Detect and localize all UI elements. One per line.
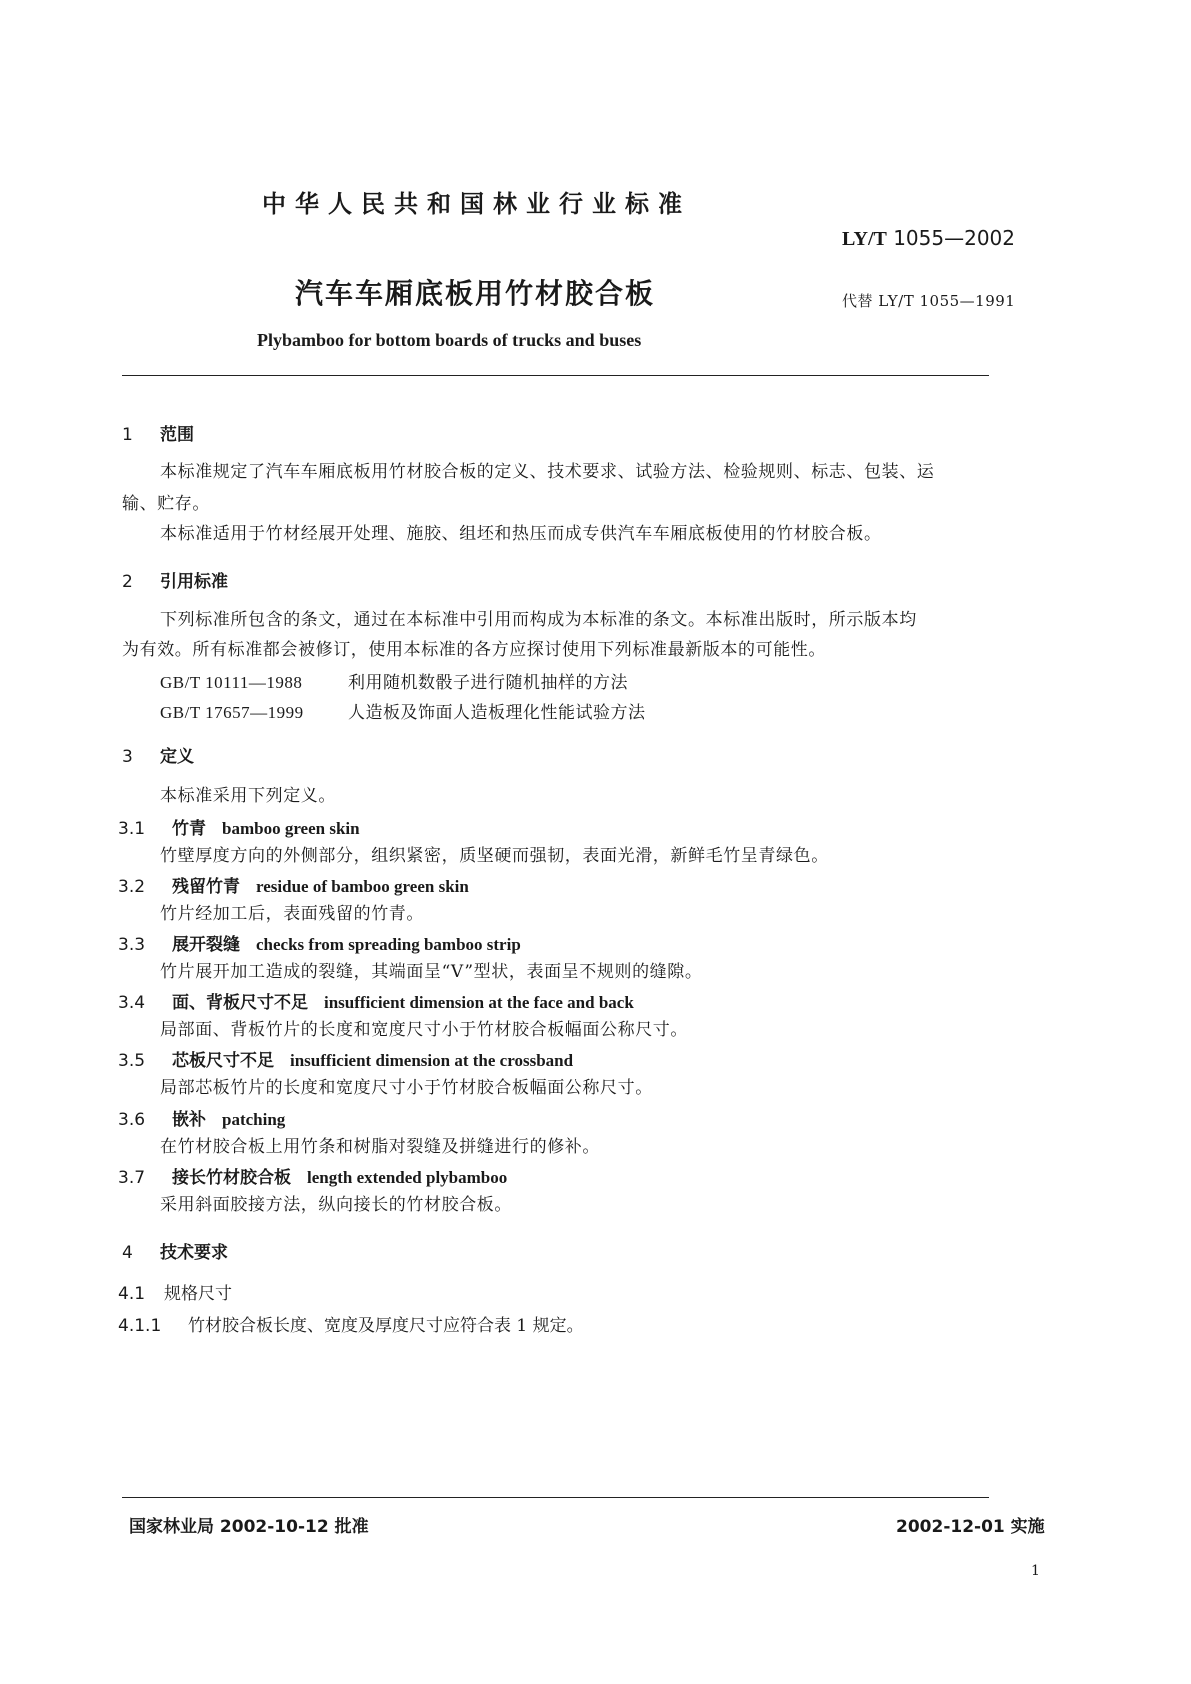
definition-term-zh: 残留竹青 [172,877,240,897]
definition-number: 3.5 [118,1051,146,1071]
standard-code-prefix: LY/T [842,228,887,250]
header-divider [122,375,989,376]
section-2-para-line-2: 为有效。所有标准都会被修订，使用本标准的各方应探讨使用下列标准最新版本的可能性。 [122,640,826,660]
definition-heading [118,872,469,897]
definition-term-zh: 嵌补 [172,1110,206,1130]
definition-term-zh: 面、背板尺寸不足 [172,993,308,1013]
definition-term-zh: 接长竹材胶合板 [172,1168,291,1188]
definition-text: 竹片展开加工造成的裂缝，其端面呈“V”型状，表面呈不规则的缝隙。 [160,962,703,982]
definition-text: 竹片经加工后，表面残留的竹青。 [160,904,424,924]
section-number: 2 [122,572,133,592]
replaces-standard: 代替 LY/T 1055—1991 [842,292,1016,310]
definition-term-en: patching [222,1110,286,1129]
clause-text: 竹材胶合板长度、宽度及厚度尺寸应符合表 1 规定。 [188,1316,584,1336]
reference-code: GB/T 17657—1999 [160,703,304,722]
section-1-para-1-line-1: 本标准规定了汽车车厢底板用竹材胶合板的定义、技术要求、试验方法、检验规则、标志、包装、运 [160,462,935,482]
definition-term-en: length extended plybamboo [307,1168,508,1187]
definition-text: 局部芯板竹片的长度和宽度尺寸小于竹材胶合板幅面公称尺寸。 [160,1078,653,1098]
reference-title: 人造板及饰面人造板理化性能试验方法 [348,703,646,723]
section-number: 3 [122,747,133,767]
section-title: 技术要求 [160,1243,228,1263]
page-number: 1 [1031,1563,1040,1579]
definition-number: 3.4 [118,993,146,1013]
definition-term-zh: 芯板尺寸不足 [172,1051,274,1071]
definition-number: 3.6 [118,1110,146,1130]
definition-number: 3.7 [118,1168,146,1188]
section-3-heading [122,742,194,767]
definition-term-en: residue of bamboo green skin [256,877,469,896]
approval-date: 国家林业局 2002-10-12 批准 [129,1517,369,1537]
definition-number: 3.3 [118,935,146,955]
document-subtitle-english: Plybamboo for bottom boards of trucks and buses [257,330,642,350]
document-title: 汽车车厢底板用竹材胶合板 [295,277,656,310]
org-title: 中华人民共和国林业行业标准 [262,190,691,218]
definition-heading [118,1105,285,1130]
reference-title: 利用随机数骰子进行随机抽样的方法 [348,673,628,693]
effective-date: 2002-12-01 实施 [896,1517,1045,1537]
definition-number: 3.2 [118,877,146,897]
subsection-number: 4.1 [118,1284,146,1304]
definition-text: 采用斜面胶接方法，纵向接长的竹材胶合板。 [160,1195,512,1215]
clause-4-1-1 [118,1311,584,1336]
section-3-intro: 本标准采用下列定义。 [160,786,336,806]
reference-code: GB/T 10111—1988 [160,673,303,692]
reference-standard [160,668,628,693]
section-4-heading [122,1238,228,1263]
section-title: 引用标准 [160,572,228,592]
standard-code [842,226,1015,251]
clause-number: 4.1.1 [118,1316,162,1336]
section-2-heading [122,567,228,592]
subsection-title: 规格尺寸 [164,1284,232,1304]
definition-term-zh: 竹青 [172,819,206,839]
subsection-4-1-heading [118,1279,232,1304]
reference-standard [160,698,646,723]
footer-divider [122,1497,989,1498]
section-number: 4 [122,1243,133,1263]
section-title: 定义 [160,747,194,767]
section-title: 范围 [160,425,194,445]
definition-heading [118,1046,573,1071]
definition-term-en: insufficient dimension at the face and back [324,993,634,1012]
standard-code-number: 1055—2002 [893,226,1015,250]
definition-term-en: insufficient dimension at the crossband [290,1051,574,1070]
definition-text: 在竹材胶合板上用竹条和树脂对裂缝及拼缝进行的修补。 [160,1137,600,1157]
section-1-para-1-line-2: 输、贮存。 [122,494,210,514]
definition-term-zh: 展开裂缝 [172,935,240,955]
definition-text: 竹壁厚度方向的外侧部分，组织紧密，质坚硬而强韧，表面光滑，新鲜毛竹呈青绿色。 [160,846,829,866]
definition-term-en: checks from spreading bamboo strip [256,935,521,954]
definition-term-en: bamboo green skin [222,819,360,838]
section-1-para-2: 本标准适用于竹材经展开处理、施胶、组坯和热压而成专供汽车车厢底板使用的竹材胶合板。 [160,524,882,544]
definition-number: 3.1 [118,819,146,839]
definition-text: 局部面、背板竹片的长度和宽度尺寸小于竹材胶合板幅面公称尺寸。 [160,1020,688,1040]
definition-heading [118,814,360,839]
section-1-heading [122,420,194,445]
section-2-para-line-1: 下列标准所包含的条文，通过在本标准中引用而构成为本标准的条文。本标准出版时，所示版本均 [160,610,917,630]
definition-heading [118,930,521,955]
definition-heading [118,1163,507,1188]
definition-heading [118,988,634,1013]
section-number: 1 [122,425,133,445]
